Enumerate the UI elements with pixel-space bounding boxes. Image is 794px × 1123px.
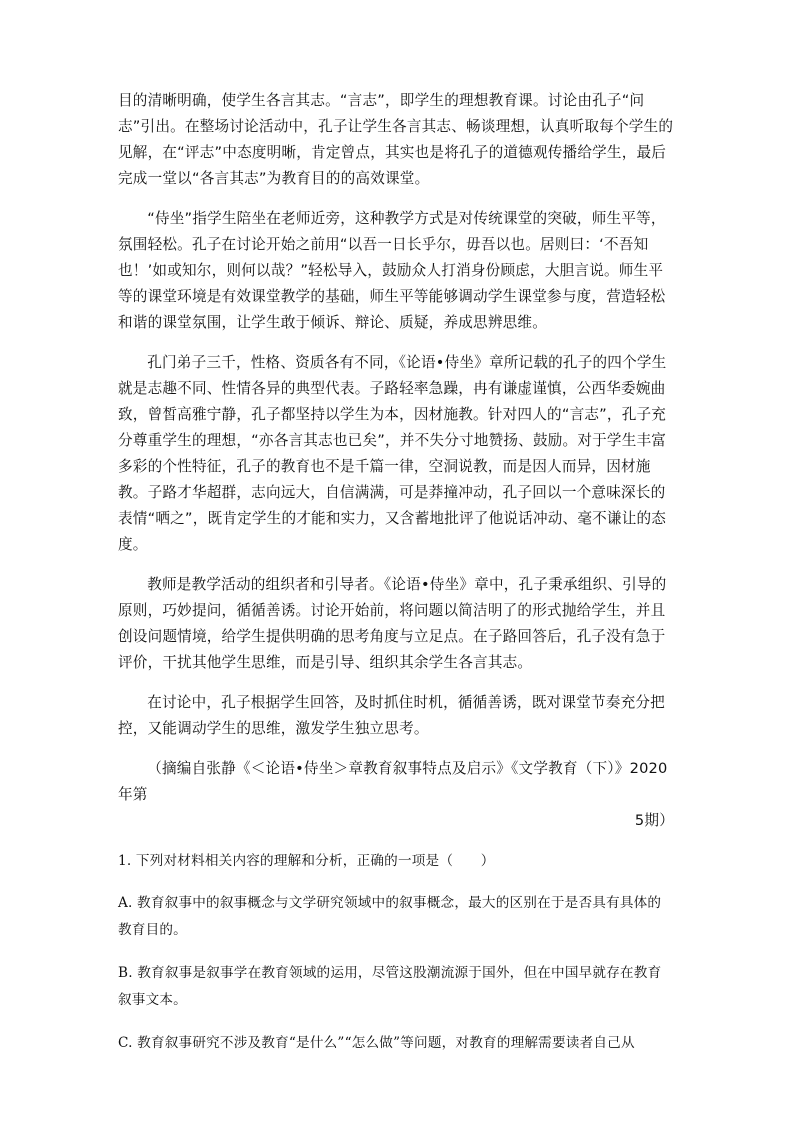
source-citation-main: （摘编自张静《＜论语•侍坐＞章教育叙事特点及启示》《文学教育（下）》2020年第 (118, 760, 668, 803)
paragraph-shizuo: “侍坐”指学生陪坐在老师近旁，这种教学方式是对传统课堂的突破，师生平等，氛围轻松。孔子在讨论开始之前用“以吾一日长乎尔，毋吾以也。居则曰：‘不吾知也！’如或知尔，则何以哉？”轻松导入，鼓励众人打消身份顾虑，大胆言说。师生平等的课堂环境是有效课堂教学的基础，师生平等能够调动学生课堂参与度，营造轻松和谐的课堂氛围，让学生敢于倾诉、辩论、质疑，养成思辨思维。 (118, 210, 666, 331)
source-citation-tail: 5期） (634, 812, 674, 829)
paragraph-students: 孔门弟子三千，性格、资质各有不同，《论语•侍坐》章所记载的孔子的四个学生就是志趣不同、性情各异的典型代表。子路轻率急躁，冉有谦虚谨慎，公西华委婉曲致，曾皙高雅宁静，孔子都坚持以学生为本，因材施教。针对四人的“言志”，孔子充分尊重学生的理想，“亦各言其志也已矣”，并不失分寸地赞扬、鼓励。对于学生丰富多彩的个性特征，孔子的教育也不是千篇一律，空洞说教，而是因人而异，因材施教。子路才华超群，志向远大，自信满满，可是莽撞冲动，孔子回以一个意味深长的表情“哂之”，既肯定学生的才能和实力，又含蓄地批评了他说话冲动、毫不谦让的态度。 (118, 354, 667, 553)
option-a: A. 教育叙事中的叙事概念与文学研究领域中的叙事概念，最大的区别在于是否具有具体的教育目的。 (118, 895, 662, 938)
option-c: C. 教育叙事研究不涉及教育“是什么”“怎么做”等问题，对教育的理解需要读者自己从 (118, 1035, 635, 1051)
question-stem: 1. 下列对材料相关内容的理解和分析，正确的一项是（ ） (118, 853, 495, 869)
paragraph-continuation: 目的清晰明确，使学生各言其志。“言志”，即学生的理想教育课。讨论由孔子“问志”引出。在整场讨论活动中，孔子让学生各言其志、畅谈理想，认真听取每个学生的见解，在“评志”中态度明晰，肯定曾点，其实也是将孔子的道德观传播给学生，最后完成一堂以“各言其志”为教育目的的高效课堂。 (118, 92, 674, 187)
article-body (118, 88, 674, 1073)
paragraph-teacher-role: 教师是教学活动的组织者和引导者。《论语•侍坐》章中，孔子秉承组织、引导的原则，巧妙提问，循循善诱。讨论开始前，将问题以简洁明了的形式抛给学生，并且创设问题情境，给学生提供明确的思考角度与立足点。在子路回答后，孔子没有急于评价，干扰其他学生思维，而是引导、组织其余学生各言其志。 (118, 576, 667, 671)
option-b: B. 教育叙事是叙事学在教育领域的运用，尽管这股潮流源于国外，但在中国早就存在教育叙事文本。 (118, 965, 662, 1008)
source-citation (118, 756, 674, 834)
paragraph-discussion: 在讨论中，孔子根据学生回答，及时抓住时机，循循善诱，既对课堂节奏充分把控，又能调动学生的思维，激发学生独立思考。 (118, 694, 665, 737)
